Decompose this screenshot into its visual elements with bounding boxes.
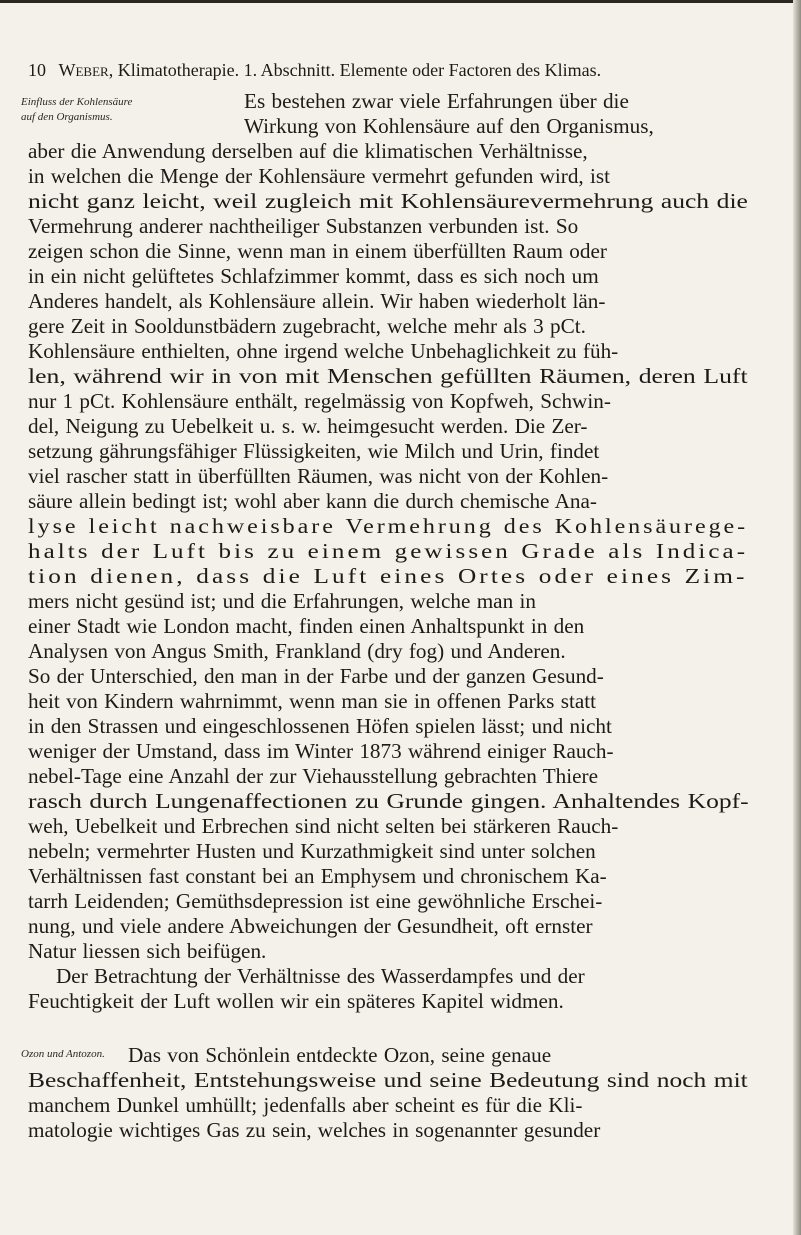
header-author: Weber, (58, 60, 114, 80)
body-line-spaced: halts der Luft bis zu einem gewissen Grade als Indica- (28, 539, 749, 563)
body-line-spaced: lyse leicht nachweisbare Vermehrung des Kohlensäurege- (28, 514, 749, 538)
body-line: Verhältnissen fast constant bei an Emphysem und chronischem Ka- (28, 864, 607, 888)
body-line: Es bestehen zwar viele Erfahrungen über die (244, 89, 629, 113)
body-line: nebeln; vermehrter Husten und Kurzathmigkeit sind unter solchen (28, 839, 596, 863)
body-line: heit von Kindern wahrnimmt, wenn man sie in offenen Parks statt (28, 689, 597, 713)
body-line: nur 1 pCt. Kohlensäure enthält, regelmässig von Kopfweh, Schwin- (28, 389, 611, 413)
body-line: tarrh Leidenden; Gemüthsdepression ist eine gewöhnliche Erschei- (28, 889, 603, 913)
body-line: in welchen die Menge der Kohlensäure vermehrt gefunden wird, ist (28, 164, 611, 188)
body-line: Kohlensäure enthielten, ohne irgend welche Unbehaglichkeit zu füh- (28, 339, 619, 363)
body-line: So der Unterschied, den man in der Farbe und der ganzen Gesund- (28, 664, 604, 688)
body-line: in ein nicht gelüftetes Schlafzimmer kommt, dass es sich noch um (28, 264, 599, 288)
body-line: nicht ganz leicht, weil zugleich mit Kohlensäurevermehrung auch die (28, 189, 748, 213)
running-header (28, 59, 748, 81)
body-line: Analysen von Angus Smith, Frankland (dry fog) und Anderen. (28, 639, 566, 663)
page-top-rule (0, 0, 801, 3)
body-line: mers nicht gesünd ist; und die Erfahrungen, welche man in (28, 589, 536, 613)
body-line: Natur liessen sich beifügen. (28, 939, 267, 963)
marginal-note-kohlensaeure-2: auf den Organismus. (21, 111, 113, 123)
marginal-note-kohlensaeure-1: Einfluss der Kohlensäure (21, 96, 133, 108)
body-line: Vermehrung anderer nachtheiliger Substanzen verbunden ist. So (28, 214, 579, 238)
body-line: nebel-Tage eine Anzahl der zur Viehausstellung gebrachten Thiere (28, 764, 598, 788)
body-line: Feuchtigkeit der Luft wollen wir ein späteres Kapitel widmen. (28, 989, 564, 1013)
page-edge-shadow (793, 0, 801, 1235)
body-line: in den Strassen und eingeschlossenen Höfen spielen lässt; und nicht (28, 714, 612, 738)
body-line: del, Neigung zu Uebelkeit u. s. w. heimgesucht werden. Die Zer- (28, 414, 588, 438)
body-line: gere Zeit in Sooldunstbädern zugebracht, welche mehr als 3 pCt. (28, 314, 586, 338)
body-line: Wirkung von Kohlensäure auf den Organismus, (244, 114, 654, 138)
body-line: säure allein bedingt ist; wohl aber kann die durch chemische Ana- (28, 489, 597, 513)
body-line: Der Betrachtung der Verhältnisse des Wasserdampfes und der (56, 964, 585, 988)
body-line: Beschaffenheit, Entstehungsweise und seine Bedeutung sind noch mit (28, 1068, 748, 1092)
body-line: zeigen schon die Sinne, wenn man in einem überfüllten Raum oder (28, 239, 607, 263)
body-line: Das von Schönlein entdeckte Ozon, seine genaue (128, 1043, 552, 1067)
marginal-note-ozon: Ozon und Antozon. (21, 1048, 105, 1060)
body-line: len, während wir in von mit Menschen gefüllten Räumen, deren Luft (28, 364, 748, 388)
body-line-spaced: tion dienen, dass die Luft eines Ortes oder eines Zim- (28, 564, 748, 588)
page-number: 10 (28, 60, 46, 80)
body-line: aber die Anwendung derselben auf die klimatischen Verhältnisse, (28, 139, 588, 163)
body-line: weh, Uebelkeit und Erbrechen sind nicht selten bei stärkeren Rauch- (28, 814, 619, 838)
body-line: viel rascher statt in überfüllten Räumen, was nicht von der Kohlen- (28, 464, 609, 488)
body-line: nung, und viele andere Abweichungen der Gesundheit, oft ernster (28, 914, 593, 938)
body-line: einer Stadt wie London macht, finden einen Anhaltspunkt in den (28, 614, 585, 638)
body-line: rasch durch Lungenaffectionen zu Grunde gingen. Anhaltendes Kopf- (28, 789, 749, 813)
body-line: matologie wichtiges Gas zu sein, welches in sogenannter gesunder (28, 1118, 601, 1142)
body-line: manchem Dunkel umhüllt; jedenfalls aber scheint es für die Kli- (28, 1093, 583, 1117)
body-line: weniger der Umstand, dass im Winter 1873 während einiger Rauch- (28, 739, 614, 763)
body-line: setzung gährungsfähiger Flüssigkeiten, wie Milch und Urin, findet (28, 439, 600, 463)
body-line: Anderes handelt, als Kohlensäure allein. Wir haben wiederholt län- (28, 289, 606, 313)
header-title: Klimatotherapie. 1. Abschnitt. Elemente oder Factoren des Klimas. (117, 60, 602, 80)
